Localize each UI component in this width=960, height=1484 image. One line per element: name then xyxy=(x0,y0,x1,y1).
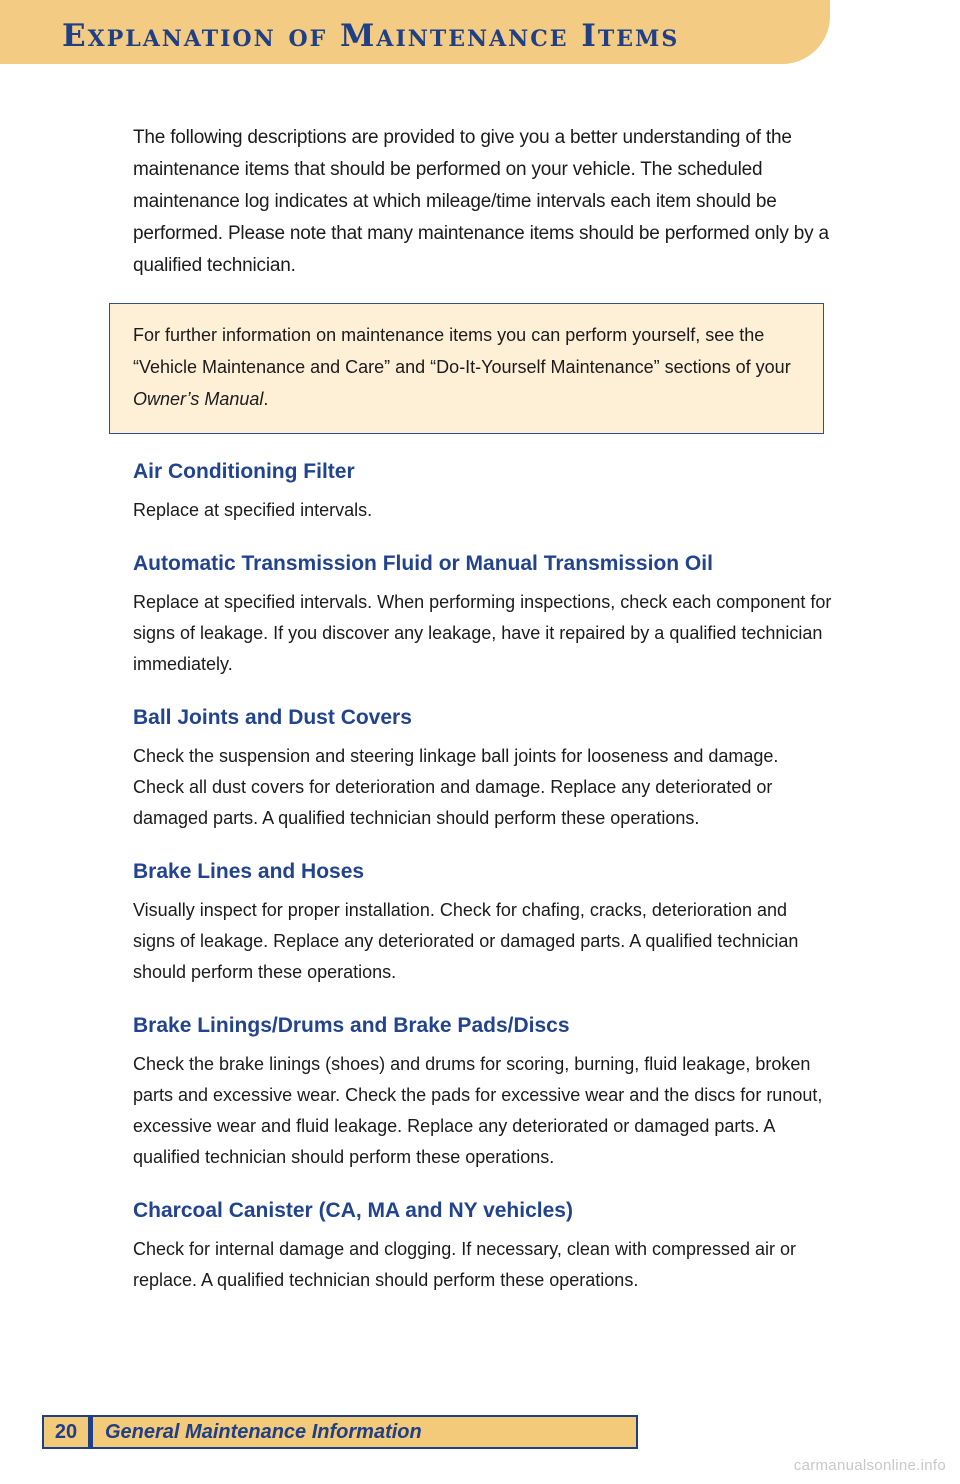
section-title: Charcoal Canister (CA, MA and NY vehicles) xyxy=(133,1199,573,1222)
section-charcoal-canister xyxy=(133,1198,833,1296)
page-footer xyxy=(42,1415,638,1449)
note-text-after: . xyxy=(263,389,269,409)
section-body: Check the brake linings (shoes) and drums for scoring, burning, fluid leakage, broken parts and excessive wear. Check the pads for excessive wear and the discs for runout, excessive wear and fluid leakage. Replace any deteriorated or damaged parts. A qualified technician should perform these operations. xyxy=(133,1054,823,1167)
header-tab xyxy=(0,0,830,64)
intro-paragraph: The following descriptions are provided to give you a better understanding of the maintenance items that should be performed on your vehicle. The scheduled maintenance log indicates at which mileage/time intervals each item should be performed. Please note that many maintenance items should be performed only by a qualified technician. xyxy=(133,127,829,276)
section-title: Brake Lines and Hoses xyxy=(133,860,365,883)
note-box xyxy=(109,303,824,434)
section-title: Automatic Transmission Fluid or Manual Transmission Oil xyxy=(133,552,713,575)
section-body: Check for internal damage and clogging. If necessary, clean with compressed air or replace. A qualified technician should perform these operations. xyxy=(133,1239,797,1290)
section-brake-lines xyxy=(133,859,833,988)
section-body: Check the suspension and steering linkage ball joints for looseness and damage. Check all dust covers for deterioration and damage. Replace any deteriorated or damaged parts. A qualified technician should perform these operations. xyxy=(133,746,779,828)
section-air-conditioning-filter xyxy=(133,459,833,526)
section-ball-joints xyxy=(133,705,833,834)
section-title: Ball Joints and Dust Covers xyxy=(133,706,412,729)
page-title: Explanation of Maintenance Items xyxy=(62,18,680,54)
note-emphasis: Owner’s Manual xyxy=(133,389,264,409)
main-content xyxy=(133,122,833,1296)
section-title: Air Conditioning Filter xyxy=(133,460,355,483)
section-brake-linings xyxy=(133,1013,833,1173)
section-body: Replace at specified intervals. When performing inspections, check each component for signs of leakage. If you discover any leakage, have it repaired by a qualified technician immediately. xyxy=(133,592,832,674)
section-transmission-fluid xyxy=(133,551,833,680)
page-number: 20 xyxy=(42,1415,88,1449)
section-body: Visually inspect for proper installation. Check for chafing, cracks, deterioration and signs of leakage. Replace any deteriorated or damaged parts. A qualified technician should perform these operations. xyxy=(133,900,799,982)
section-title: Brake Linings/Drums and Brake Pads/Discs xyxy=(133,1014,570,1037)
footer-section-label: General Maintenance Information xyxy=(91,1415,638,1449)
note-text-before: For further information on maintenance items you can perform yourself, see the “Vehicle Maintenance and Care” and “Do-It-Yourself Maintenance” sections of your xyxy=(133,325,791,377)
watermark: carmanualsonline.info xyxy=(793,1457,946,1474)
section-body: Replace at specified intervals. xyxy=(133,500,373,520)
